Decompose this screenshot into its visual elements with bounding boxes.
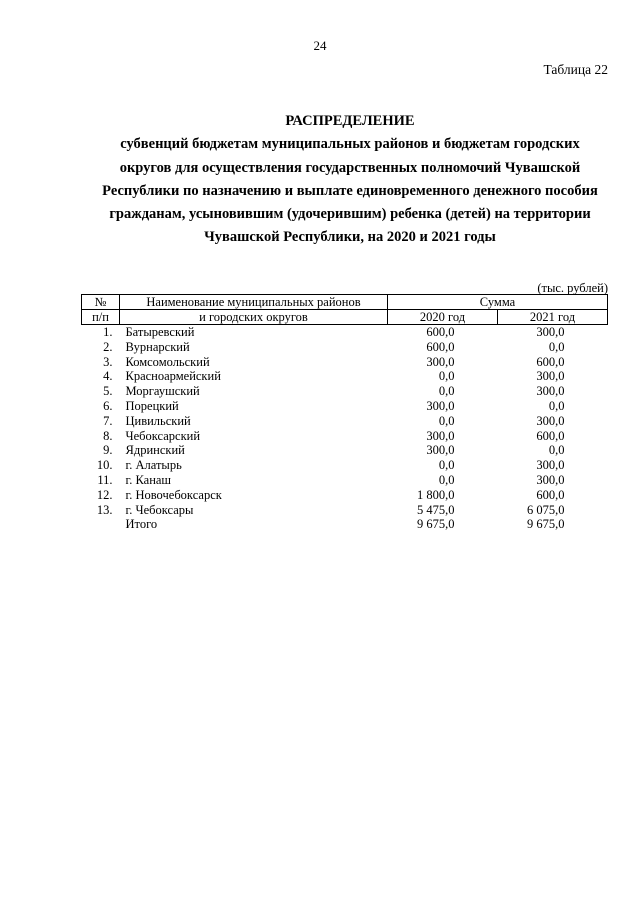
row-value-2021: 300,0 [536,325,565,339]
header-year-2021: 2021 год [498,310,608,325]
header-num-sub: п/п [82,310,120,325]
row-value-2021: 0,0 [548,443,565,458]
table-row [82,325,608,340]
row-value-2020: 300,0 [426,428,455,443]
unit-note: (тыс. рублей) [537,281,608,295]
title-line: Республики по назначению и выплате единовременного денежного пособия [102,182,598,199]
row-value-2021: 300,0 [536,413,565,428]
row-name: Порецкий [125,398,179,413]
table-row [82,399,608,414]
title-line: округов для осуществления государственных полномочий Чувашской [119,159,581,176]
document-title [60,110,640,250]
row-name: г. Новочебоксарск [125,487,222,502]
row-number: 7. [103,413,113,428]
total-number-cell [82,517,120,532]
row-value-2020: 0,0 [438,369,455,384]
row-name: г. Алатырь [125,458,182,473]
row-value-2020: 300,0 [426,398,455,413]
row-number: 4. [103,369,113,384]
row-value-2020: 300,0 [426,354,455,369]
table-body [82,325,608,533]
distribution-table [81,294,608,532]
row-number: 11. [97,472,113,487]
row-value-2020: 600,0 [426,325,455,339]
table-row [82,458,608,473]
row-number: 8. [103,428,113,443]
row-name: Комсомольский [125,354,210,369]
row-value-2021: 300,0 [536,384,565,399]
table-row [82,414,608,429]
row-value-2021: 600,0 [536,487,565,502]
row-number: 5. [103,384,113,399]
row-value-2021: 600,0 [536,354,565,369]
row-number: 3. [103,354,113,369]
row-number: 12. [96,487,113,502]
title-heading: РАСПРЕДЕЛЕНИЕ [285,113,415,129]
row-number: 2. [103,339,113,354]
row-value-2021: 300,0 [536,369,565,384]
table-row [82,384,608,399]
total-value-2021: 9 675,0 [527,517,565,532]
table-row [82,443,608,458]
row-name: Моргаушский [125,384,200,399]
row-number: 1. [103,325,113,339]
row-value-2021: 300,0 [536,458,565,473]
row-value-2020: 0,0 [438,384,455,399]
title-line: Чувашской Республики, на 2020 и 2021 годы [204,229,496,246]
row-value-2021: 0,0 [548,398,565,413]
row-value-2021: 6 075,0 [527,502,565,517]
row-number: 13. [96,502,113,517]
row-value-2020: 300,0 [426,443,455,458]
row-value-2020: 5 475,0 [417,502,455,517]
table-row [82,473,608,488]
row-value-2020: 600,0 [426,339,455,354]
title-line: гражданам, усыновившим (удочерившим) ребенка (детей) на территории [109,206,591,223]
table-row [82,503,608,518]
row-name: г. Канаш [125,472,172,487]
page-number: 24 [313,38,327,53]
total-label: Итого [125,517,158,532]
row-number: 9. [103,443,113,458]
table-row [82,340,608,355]
table-row [82,429,608,444]
header-sum: Сумма [388,295,608,310]
row-value-2020: 0,0 [438,472,455,487]
row-name: Красноармейский [125,369,221,384]
header-num: № [82,295,120,310]
row-name: Цивильский [125,413,191,428]
row-value-2020: 1 800,0 [417,487,455,502]
total-row [82,517,608,532]
row-name: Ядринский [125,443,185,458]
total-value-2020: 9 675,0 [417,517,455,532]
table-row [82,355,608,370]
header-name-sub: и городских округов [120,310,388,325]
row-value-2021: 0,0 [548,339,565,354]
row-value-2021: 300,0 [536,472,565,487]
table-row [82,488,608,503]
row-value-2020: 0,0 [438,413,455,428]
header-year-2020: 2020 год [388,310,498,325]
row-number: 6. [103,398,113,413]
title-line: субвенций бюджетам муниципальных районов и бюджетам городских [120,136,580,153]
table-label: Таблица 22 [543,62,608,77]
row-name: г. Чебоксары [125,502,194,517]
row-value-2020: 0,0 [438,458,455,473]
row-number: 10. [96,458,113,473]
row-name: Чебоксарский [125,428,201,443]
row-value-2021: 600,0 [536,428,565,443]
table-row [82,369,608,384]
row-name: Вурнарский [125,339,190,354]
row-name: Батыревский [125,325,195,339]
header-name: Наименование муниципальных районов [120,295,388,310]
